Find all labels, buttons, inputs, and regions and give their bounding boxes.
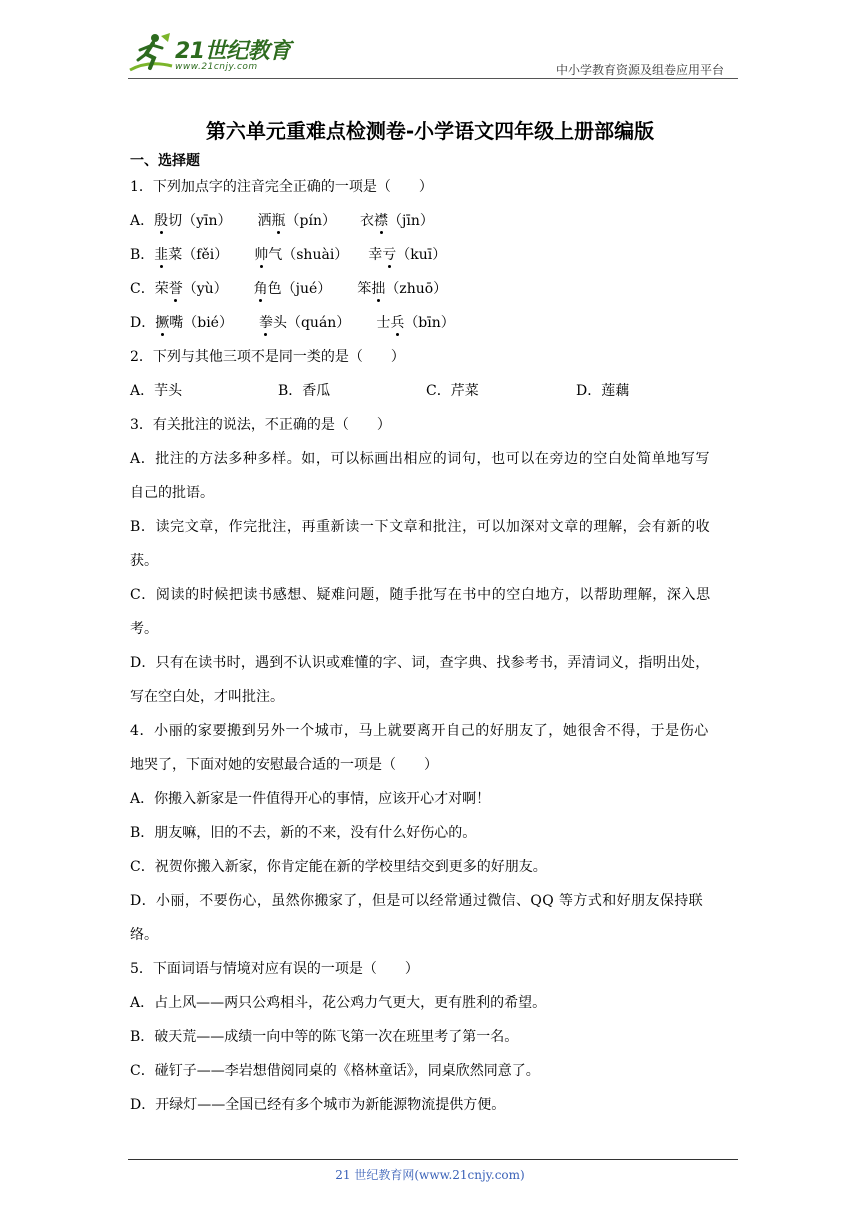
dotted-char: 拳 <box>258 315 273 331</box>
question-list <box>130 176 730 1128</box>
question-1-option-d <box>130 312 730 346</box>
option-text: 色（jué） <box>267 281 332 297</box>
question-3-option-a-cont: 自己的批语。 <box>130 485 214 501</box>
question-3-option-b: B．读完文章，作完批注，再重新读一下文章和批注，可以加深对文章的理解，会有新的收 <box>130 519 711 535</box>
option-a: A．芋头 <box>130 383 183 399</box>
footer-text: 21 世纪教育网(www.21cnjy.com) <box>335 1168 525 1182</box>
option-text: （zhuō） <box>385 281 448 297</box>
option-label: A． <box>130 213 155 229</box>
option-text: 洒 <box>257 213 272 229</box>
question-4-option-d-cont: 络。 <box>130 927 158 943</box>
option-label: C． <box>130 281 155 297</box>
question-1-stem: 1．下列加点字的注音完全正确的一项是（ ） <box>130 179 433 195</box>
dotted-char: 角 <box>253 281 268 297</box>
logo-text: 21世纪教育 <box>175 39 291 64</box>
logo-url: www.21cnjy.com <box>175 62 258 72</box>
dotted-char: 拙 <box>371 281 386 297</box>
question-3-option-a: A．批注的方法多种多样。如，可以标画出相应的词句，也可以在旁边的空白处简单地写写 <box>130 451 711 467</box>
question-3-stem: 3．有关批注的说法，不正确的是（ ） <box>130 417 391 433</box>
question-1-option-a <box>130 210 730 244</box>
option-label: D． <box>130 315 156 331</box>
runner-logo-icon <box>128 30 174 76</box>
question-4-option-b: B．朋友嘛，旧的不去，新的不来，没有什么好伤心的。 <box>130 825 477 841</box>
dotted-char: 殷 <box>154 213 169 229</box>
question-5-option-c: C．碰钉子——李岩想借阅同桌的《格林童话》，同桌欣然同意了。 <box>130 1063 540 1079</box>
dotted-char: 韭 <box>154 247 169 263</box>
option-text: （kuī） <box>396 247 447 263</box>
option-text: 切（yīn） <box>168 213 232 229</box>
question-2-stem: 2．下列与其他三项不是同一类的是（ ） <box>130 349 405 365</box>
dotted-char: 帅 <box>254 247 269 263</box>
option-c: C．芹菜 <box>426 383 479 399</box>
question-3-option-d: D．只有在读书时，遇到不认识或难懂的字、词，查字典、找参考书，弄清词义，指明出处， <box>130 655 710 671</box>
option-text: 衣 <box>360 213 374 229</box>
option-text: 菜（fěi） <box>168 247 229 263</box>
option-text: （yù） <box>182 281 228 297</box>
question-5-option-d: D．开绿灯——全国已经有多个城市为新能源物流提供方便。 <box>130 1097 506 1113</box>
question-4-option-a: A．你搬入新家是一件值得开心的事情，应该开心才对啊！ <box>130 791 491 807</box>
option-text: 幸 <box>368 247 383 263</box>
question-3-option-c: C．阅读的时候把读书感想、疑难问题，随手批写在书中的空白地方，以帮助理解，深入思 <box>130 587 711 603</box>
option-b: B．香瓜 <box>278 383 331 399</box>
question-3-option-c-cont: 考。 <box>130 621 158 637</box>
option-text: 笨 <box>357 281 372 297</box>
question-5-option-b: B．破天荒——成绩一向中等的陈飞第一次在班里考了第一名。 <box>130 1029 519 1045</box>
option-text: 荣 <box>154 281 169 297</box>
site-logo <box>128 30 298 78</box>
option-text: 气（shuài） <box>268 247 349 263</box>
option-label: B． <box>130 247 155 263</box>
option-d: D．莲藕 <box>576 383 630 399</box>
dotted-char: 亏 <box>382 247 397 263</box>
option-text: 士 <box>376 315 391 331</box>
question-5-stem: 5．下面词语与情境对应有误的一项是（ ） <box>130 961 419 977</box>
platform-name: 中小学教育资源及组卷应用平台 <box>555 63 724 77</box>
option-text: 嘴（bié） <box>169 315 233 331</box>
question-1-option-c <box>130 278 730 312</box>
page-header <box>128 30 738 78</box>
question-3-option-d-cont: 写在空白处，才叫批注。 <box>130 689 284 705</box>
footer-divider <box>128 1159 738 1160</box>
question-1-option-b <box>130 244 730 278</box>
question-4-stem: 4．小丽的家要搬到另外一个城市，马上就要离开自己的好朋友了，她很舍不得，于是伤心 <box>130 723 709 739</box>
dotted-char: 兵 <box>390 315 405 331</box>
option-text: （bīn） <box>404 315 455 331</box>
page-title: 第六单元重难点检测卷-小学语文四年级上册部编版 <box>205 119 655 143</box>
question-2-options <box>130 380 730 414</box>
question-5-option-a: A．占上风——两只公鸡相斗，花公鸡力气更大，更有胜利的希望。 <box>130 995 547 1011</box>
question-4-option-c: C．祝贺你搬入新家，你肯定能在新的学校里结交到更多的好朋友。 <box>130 859 547 875</box>
dotted-char: 撅 <box>155 315 170 331</box>
option-text: （pín） <box>285 213 336 229</box>
question-4-option-d: D．小丽，不要伤心，虽然你搬家了，但是可以经常通过微信、QQ 等方式和好朋友保持联 <box>130 893 704 909</box>
section-heading: 一、选择题 <box>130 153 200 169</box>
dotted-char: 襟 <box>374 213 388 229</box>
header-divider <box>128 78 738 79</box>
option-text: （jīn） <box>388 213 434 229</box>
question-3-option-b-cont: 获。 <box>130 553 158 569</box>
dotted-char: 誉 <box>168 281 183 297</box>
question-4-stem-cont: 地哭了，下面对她的安慰最合适的一项是（ ） <box>130 757 438 773</box>
dotted-char: 瓶 <box>271 213 286 229</box>
option-text: 头（quán） <box>272 315 351 331</box>
